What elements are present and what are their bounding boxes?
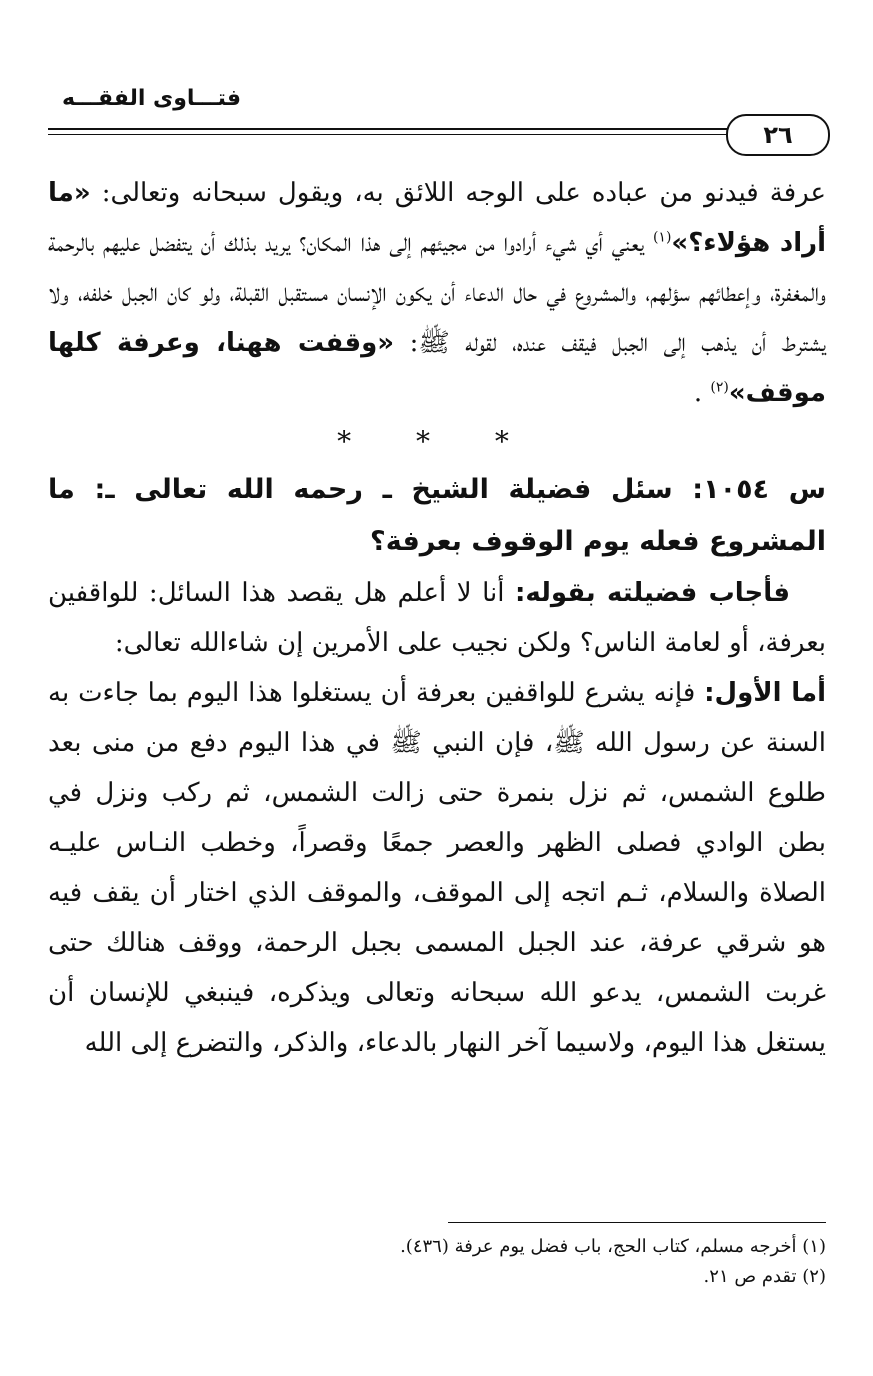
footnote-ref: (٢): [710, 379, 729, 396]
answer-lead: فأجاب فضيلته بقوله:: [514, 578, 790, 608]
text-run: .: [693, 378, 711, 408]
first-point-paragraph: [48, 668, 826, 1068]
footnotes: [300, 1232, 826, 1292]
footnote-ref: (١): [652, 229, 672, 246]
text-run: عرفة فيدنو من عباده على الوجه اللائق به، ويقول سبحانه وتعالى:: [90, 178, 826, 208]
main-text: [48, 168, 826, 1068]
footnote-2: (٢) تقدم ص ٢١.: [703, 1266, 826, 1287]
text-run: يعني أي شيء أرادوا من مجيئهم إلى هذا المكان؟ يريد بذلك أن يتفضل عليهم بالرحمة والمغفرة، وإعطائهم سؤلهم، والمشروع في حال الدعاء أن يكون الإنسان مستقبل القبلة، ولو كان الجبل خلفه، ولا يشترط أن يذهب إلى الجبل فيقف عنده، لقوله ﷺ:: [48, 228, 826, 358]
running-title: فتـــاوى الفقـــه: [62, 86, 242, 111]
page-number: ٢٦: [726, 114, 830, 156]
paragraph-continuation: [48, 168, 826, 418]
header-rule-inner: [48, 134, 728, 135]
hadith-quote: «ما أراد هؤلاء؟»: [48, 178, 826, 258]
footnote-rule: [448, 1222, 826, 1223]
text-run: أنا لا أعلم هل يقصد هذا السائل: للواقفين بعرفة، أو لعامة الناس؟ ولكن نجيب على الأمرين إن شاءالله تعالى:: [48, 578, 826, 658]
section-separator: * * *: [337, 425, 537, 458]
answer-paragraph: [48, 568, 826, 668]
first-point-lead: أما الأول:: [704, 678, 827, 708]
footnote-1: (١) أخرجه مسلم، كتاب الحج، باب فضل يوم عرفة (٤٣٦).: [400, 1236, 826, 1257]
question-heading: س ١٠٥٤: سئل فضيلة الشيخ ـ رحمه الله تعالى ـ: ما المشروع فعله يوم الوقوف بعرفة؟: [48, 474, 826, 557]
text-run: فإنه يشرع للواقفين بعرفة أن يستغلوا هذا اليوم بما جاءت به السنة عن رسول الله ﷺ، فإن النبي ﷺ في هذا اليوم دفع من منى بعد طلوع الشمس، ثم نزل بنمرة حتى زالت الشمس، ثم ركب ونزل في بطن الوادي فصلى الظهر والعصر جمعًا وقصراً، وخطب النـاس عليـه الصلاة والسلام، ثـم اتجه إلى الموقف، والموقف الذي اختار أن يقف فيه هو شرقي عرفة، عند الجبل المسمى بجبل الرحمة، ووقف هنالك حتى غربت الشمس، يدعو الله سبحانه وتعالى ويذكره، فينبغي للإنسان أن يستغل هذا اليوم، ولاسيما آخر النهار بالدعاء، والذكر، والتضرع إلى الله: [48, 678, 826, 1058]
hadith-quote: «وقفت ههنا، وعرفة كلها موقف»: [48, 328, 826, 408]
header-rule: [48, 128, 728, 130]
